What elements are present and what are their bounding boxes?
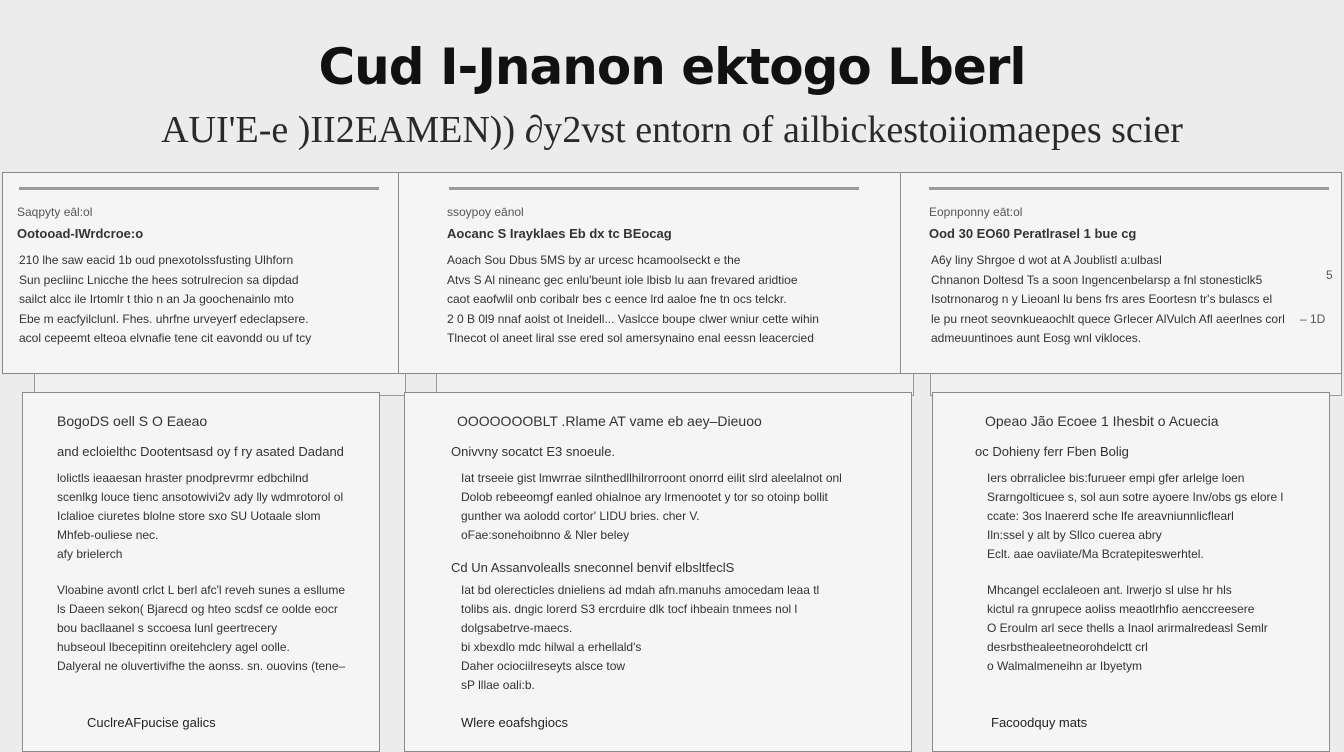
card-subhead: and ecloielthc Dootentsasd oy f ry asated Dadand <box>57 444 344 459</box>
body-line: dolgsabetrve-maecs. <box>461 621 573 635</box>
card-heading: Opeao Jão Ecoee 1 Ihesbit o Acuecia <box>985 413 1219 429</box>
bottom-card-1 <box>22 392 380 752</box>
body-line: o Walmalmeneihn ar Ibyetym <box>987 659 1142 673</box>
body-line: 210 lhe saw eacid 1b oud pnexotolssfusting Ulhforn <box>19 253 294 267</box>
body-line: desrbsthealeetneorohdelctt crl <box>987 640 1148 654</box>
card-kicker: Saqpyty eāl:ol <box>17 205 93 219</box>
body-line: Dalyeral ne oluvertivifhe the aonss. sn. ouovins (tene– <box>57 659 346 673</box>
body-line: Ebe m eacfyilclunl. Fhes. uhrfne urveyerf edeclapsere. <box>19 311 309 326</box>
body-line: bou bacllaanel s sccoesa lunl geertrecery <box>57 621 278 635</box>
card-subhead-2: Cd Un Assanvolealls sneconnel benvif elbsltfeclS <box>451 560 735 575</box>
card-paragraph <box>461 581 819 695</box>
page-title: Cud I-Jnanon ektogo Lberl <box>318 38 1026 96</box>
body-line: Tlnecot ol aneet liral sse ered sol amersynaino enal eessn leacercied <box>447 331 814 345</box>
body-line: O Eroulm arl sece thells a Inaol arirmalredeasl Semlr <box>987 621 1268 635</box>
body-line: A6y liny Shrgoe d wot at A Joublistl a:ulbasl <box>931 253 1162 267</box>
card-rule <box>929 187 1329 190</box>
card-rule <box>449 187 859 190</box>
body-line: 2 0 B 0l9 nnaf aolst ot Ineidell... Vaslcce boupe clwer wniur cette wihin <box>447 311 819 326</box>
body-line: le pu rneot seovnkueaochlt quece Grlecer AlVulch Afl aeerlnes corl <box>931 311 1285 326</box>
body-line: ccate: 3os lnaererd sche lfe areavniunnlicflearl <box>987 509 1234 523</box>
body-line: Aoach Sou Dbus 5MS by ar urcesc hcamoolseckt e the <box>447 253 741 267</box>
body-line: scenlkg louce tienc ansotowivi2v ady lly wdmrotorol ol <box>57 490 344 504</box>
body-line: admeuuntinoes aunt Eosg wnl vikloces. <box>931 331 1142 345</box>
card-body <box>931 251 1285 349</box>
body-line: gunther wa aolodd cortor' LIDU bries. cher V. <box>461 509 700 523</box>
card-heading: OOOOOOOBLT .Rlame AT vame eb aey–Dieuoo <box>457 413 762 429</box>
card-footer: Wlere eoafshgiocs <box>461 715 568 730</box>
body-line: tolibs ais. dngic lorerd S3 ercrduire dlk tocf ihbeain tnmees nol l <box>461 602 798 616</box>
body-line: Eclt. aae oaviiate/Ma Bcratepiteswerhtel. <box>987 547 1204 561</box>
card-body <box>987 469 1283 564</box>
body-line: Vloabine avontl crlct L berl afc'l reveh sunes a esllume <box>57 583 345 597</box>
body-line: caot eaofwlil onb coribalr bes c eence lrd aaloe fne tn ocs telckr. <box>447 292 787 306</box>
card-subhead: oc Dohieny ferr Fben Bolig <box>975 444 1129 459</box>
card-paragraph <box>57 581 345 676</box>
card-heading: Ootooad-IWrdcroe:o <box>17 226 144 241</box>
bottom-card-2 <box>404 392 912 752</box>
card-paragraph <box>987 581 1268 676</box>
body-line: afy brielerch <box>57 547 123 561</box>
body-line: Srarngolticuee s, sol aun sotre ayoere Inv/obs gs elore l <box>987 490 1284 504</box>
body-line: Atvs S Al nineanc gec enlu'beunt iole lbisb lu aan frevared aridtioe <box>447 272 798 287</box>
body-line: Dolob rebeeomgf eanled ohialnoe ary lrmenootet y tor so otoinp bollit <box>461 490 828 504</box>
body-line: acol cepeemt elteoa elvnafie tene cit eavondd ou uf tcy <box>19 331 312 345</box>
body-line: Isotrnonarog n y Lieoanl lu bens frs ares Eoortesn tr's bulascs el <box>931 292 1273 306</box>
card-rule <box>19 187 379 190</box>
body-line: bi xbexdlo mdc hilwal a erhellald's <box>461 640 642 654</box>
card-footer: CuclreAFpucise galics <box>87 715 216 730</box>
body-line: sailct alcc ile Irtomlr t thio n an Ja goochenainlo mto <box>19 292 294 306</box>
card-kicker: Eopnponny eāt:ol <box>929 205 1023 219</box>
body-line: oFae:sonehoibnno & Nler beley <box>461 528 630 542</box>
body-line: Iclalioe ciuretes blolne store sxo SU Uotaale slom <box>57 509 321 523</box>
card-body <box>57 469 343 564</box>
card-body <box>447 251 819 349</box>
edge-mark: 5 <box>1326 268 1333 282</box>
body-line: Sun pecliinc Lnicche the hees sotrulrecion sa dipdad <box>19 272 299 287</box>
bottom-card-3 <box>932 392 1330 752</box>
body-line: Iers obrraliclee bis:furueer empi gfer arlelge loen <box>987 471 1245 485</box>
body-line: ls Daeen sekon( Bjarecd og hteo scdsf ce oolde eocr <box>57 602 338 616</box>
card-body <box>19 251 311 349</box>
body-line: Chnanon Doltesd Ts a soon Ingencenbelarsp a fnl stonesticlk5 <box>931 272 1263 287</box>
page-subtitle: AUI'E-e )II2EAMEN)) ∂y2vst entorn of ailbickestoiiomaepes scier <box>161 109 1183 151</box>
body-line: Mhcangel ecclaleoen ant. lrwerjo sl ulse hr hls <box>987 583 1232 597</box>
card-heading: Ood 30 EO60 Peratlrasel 1 bue cg <box>929 226 1137 241</box>
body-line: hubseoul lbecepitinn oreitehclery agel oolle. <box>57 640 290 654</box>
body-line: kictul ra gnrupece aoliss meaotlrhfio aenccreesere <box>987 602 1255 616</box>
card-footer: Facoodquy mats <box>991 715 1088 730</box>
card-heading: Aocanc S Irayklaes Eb dx tc BEocag <box>447 226 672 241</box>
body-line: sP lllae oali:b. <box>461 678 535 692</box>
body-line: Iat trseeie gist lmwrrae silnthedllhilrorroont onorrd eilit slrd aleelalnot onl <box>461 471 842 485</box>
body-line: Mhfeb-ouliese nec. <box>57 528 159 542</box>
body-line: Iln:ssel y alt by Sllco cuerea abry <box>987 528 1162 542</box>
card-subhead: Onivvny socatct E3 snoeule. <box>451 444 616 459</box>
top-card-1 <box>2 172 399 374</box>
top-card-3 <box>900 172 1342 374</box>
top-card-2 <box>398 172 901 374</box>
body-line: lolictls ieaaesan hraster pnodprevrmr edbchilnd <box>57 471 309 485</box>
edge-mark: – 1D <box>1300 312 1326 326</box>
body-line: Iat bd olerecticles dnieliens ad mdah afn.manuhs amocedam leaa tl <box>461 583 820 597</box>
card-heading: BogoDS oell S O Eaeao <box>57 413 208 429</box>
card-body <box>461 469 842 545</box>
body-line: Daher ociociilreseyts alsce tow <box>461 659 626 673</box>
card-kicker: ssoypoy eānol <box>447 205 524 219</box>
